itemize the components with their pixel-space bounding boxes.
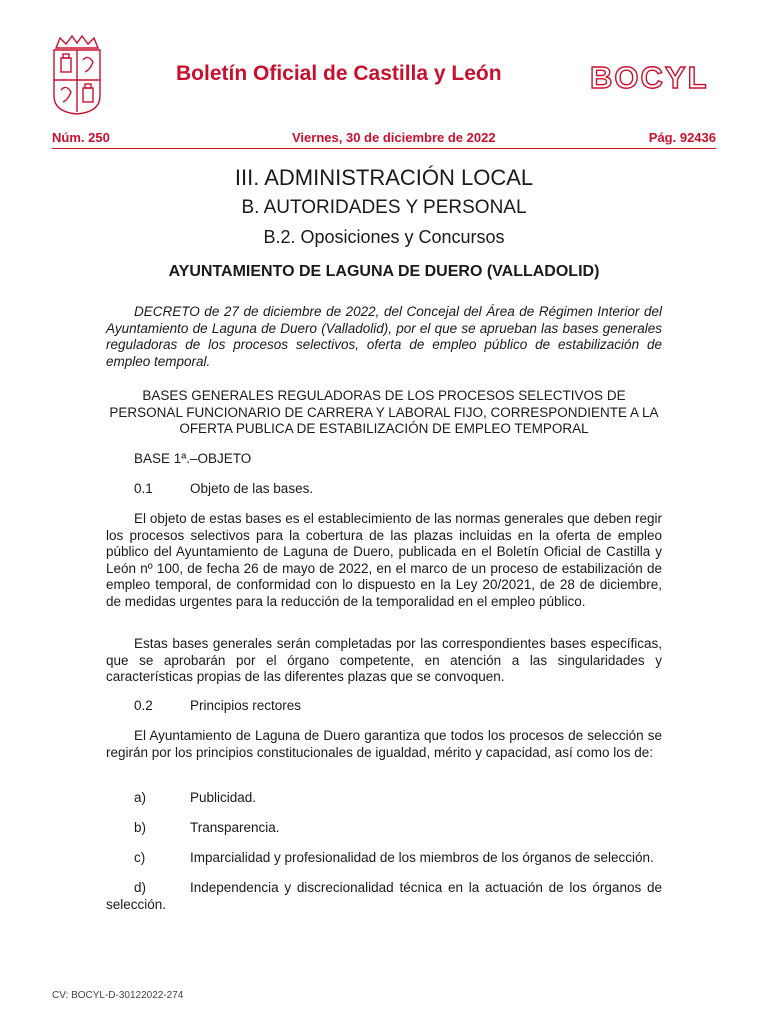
cv-code: CV: BOCYL-D-30122022-274	[52, 990, 184, 1001]
coat-of-arms-logo	[50, 34, 104, 116]
list-item-text: Transparencia.	[190, 820, 280, 835]
header-divider	[52, 148, 716, 149]
decree-paragraph: DECRETO de 27 de diciembre de 2022, del Concejal del Área de Régimen Interior del Ayuntamiento de Laguna de Duero (Valladolid), por el que se aprueban las bases generales reguladoras de los procesos selectivos, oferta de empleo público de estabilización de empleo temporal.	[106, 304, 662, 369]
list-item-letter: c)	[134, 850, 146, 865]
bocyl-logo	[590, 60, 720, 94]
list-item-text: Publicidad.	[190, 790, 257, 805]
list-item-text: Independencia y discrecionalidad técnica en la actuación de los órganos de selección.	[106, 880, 662, 912]
svg-text:BOCYL: BOCYL	[590, 60, 709, 94]
bulletin-title: Boletín Oficial de Castilla y León	[176, 62, 502, 85]
list-item-text: Imparcialidad y profesionalidad de los miembros de los órganos de selección.	[190, 850, 654, 865]
section-title: Objeto de las bases.	[190, 481, 314, 496]
list-item-letter: a)	[134, 790, 147, 805]
issue-number: Núm. 250	[52, 130, 110, 145]
issue-meta-row	[52, 130, 716, 146]
paragraph-principles: El Ayuntamiento de Laguna de Duero garantiza que todos los procesos de selección se regirán por los principios constitucionales de igualdad, mérito y capacidad, así como los de:	[106, 728, 662, 760]
list-item-letter: d)	[134, 880, 147, 895]
entity-heading: AYUNTAMIENTO DE LAGUNA DE DUERO (VALLADOLID)	[168, 263, 600, 280]
paragraph-specific-bases: Estas bases generales serán completadas por las correspondientes bases específicas, que se aprobarán por el órgano competente, en atención a las singularidades y características propias de las diferentes plazas que se convoquen.	[106, 636, 662, 684]
subsubsection-heading: B.2. Oposiciones y Concursos	[263, 227, 505, 247]
base-heading-text: BASE 1ª.–OBJETO	[134, 451, 252, 466]
section-title: Principios rectores	[190, 698, 302, 713]
section-number: 0.1	[134, 481, 153, 496]
list-item-letter: b)	[134, 820, 147, 835]
section-number: 0.2	[134, 698, 153, 713]
paragraph-object: El objeto de estas bases es el establecimiento de las normas generales que deben regir los procesos selectivos para la cobertura de las plazas incluidas en la oferta de empleo público del Ayuntamiento de Laguna de Duero, publicada en el Boletín Oficial de Castilla y León nº 100, de fecha 26 de mayo de 2022, en el marco de un proceso de estabilización de empleo temporal, de conformidad con lo dispuesto en la Ley 20/2021, de 28 de diciembre, de medidas urgentes para la reducción de la temporalidad en el empleo público.	[106, 511, 662, 609]
subsection-heading: B. AUTORIDADES Y PERSONAL	[241, 197, 527, 218]
bases-title: BASES GENERALES REGULADORAS DE LOS PROCESOS SELECTIVOS DE PERSONAL FUNCIONARIO DE CARRERA Y LABORAL FIJO, CORRESPONDIENTE A LA OFERTA PUBLICA DE ESTABILIZACIÓN DE EMPLEO TEMPORAL	[109, 388, 659, 436]
section-heading: III. ADMINISTRACIÓN LOCAL	[234, 165, 534, 190]
list-item	[106, 880, 662, 913]
page-number: Pág. 92436	[648, 130, 716, 145]
issue-date: Viernes, 30 de diciembre de 2022	[292, 130, 496, 145]
